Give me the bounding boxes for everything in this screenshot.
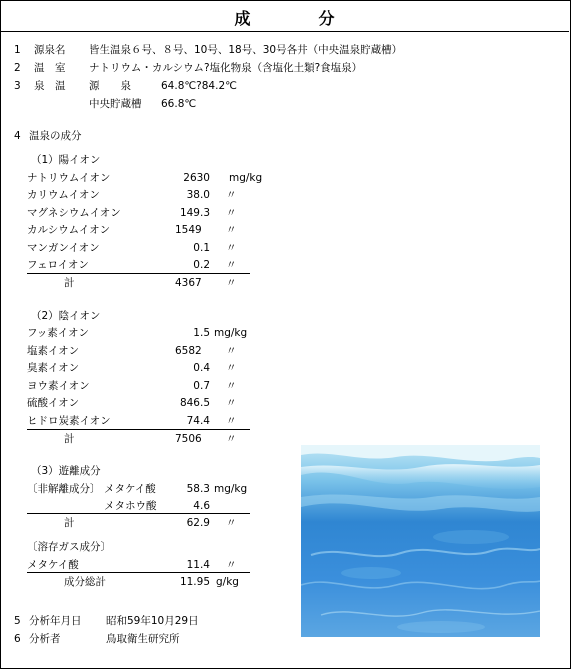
cation-name: ナトリウムイオン <box>27 172 111 184</box>
free-name: メタホウ酸 <box>104 500 157 512</box>
cation-total-value: 4367 <box>175 277 202 289</box>
item-label-type: 温 室 <box>34 62 66 74</box>
anion-value: 74.4 <box>186 415 210 427</box>
analysis-date-value: 昭和59年10月29日 <box>106 615 199 627</box>
anion-name: 塩素イオン <box>27 345 80 357</box>
cation-value: 1549 <box>175 224 202 236</box>
cation-unit: 〃 <box>226 189 237 201</box>
free-total-rule <box>27 513 250 514</box>
free-value: 58.3 <box>186 483 210 495</box>
cation-heading: （1）陽イオン <box>31 154 101 166</box>
analysis-date-label: 分析年月日 <box>29 615 82 627</box>
item-number: 6 <box>14 633 21 645</box>
cation-name: マンガンイオン <box>27 242 100 254</box>
tank-temp-value: 66.8℃ <box>161 98 197 110</box>
cation-name: カルシウムイオン <box>27 224 111 236</box>
cation-total-unit: 〃 <box>226 277 237 289</box>
cation-value: 38.0 <box>186 189 210 201</box>
title-bar <box>0 0 569 32</box>
anion-name: 臭素イオン <box>27 362 80 374</box>
cation-name: カリウムイオン <box>27 189 100 201</box>
tank-temp-label: 中央貯蔵槽 <box>89 98 142 110</box>
anion-heading: （2）陰イオン <box>31 310 101 322</box>
anion-name: ヒドロ炭素イオン <box>27 415 111 427</box>
cation-unit: mg/kg <box>229 172 263 184</box>
anion-name: フッ素イオン <box>27 327 89 339</box>
item-value-source-name: 皆生温泉６号、８号、10号、18号、30号各井（中央温泉貯蔵槽） <box>89 44 403 56</box>
cation-total-rule <box>27 273 250 274</box>
item-label-temperature: 泉 温 <box>34 80 66 92</box>
free-name: メタケイ酸 <box>104 483 156 495</box>
anion-name: ヨウ素イオン <box>27 380 90 392</box>
free-total-value: 62.9 <box>186 517 210 529</box>
source-temp-label: 源 泉 <box>89 80 131 92</box>
anion-total-label: 計 <box>64 433 75 445</box>
grand-total-rule <box>27 572 250 573</box>
section-title: 温泉の成分 <box>29 130 82 142</box>
cation-value: 2630 <box>183 172 210 184</box>
free-heading: （3）遊離成分 <box>31 465 101 477</box>
dissolved-gas-label: 〔溶存ガス成分〕 <box>27 541 111 553</box>
anion-name: 硫酸イオン <box>27 397 80 409</box>
water-surface-image <box>301 445 540 637</box>
anion-unit: 〃 <box>226 362 237 374</box>
free-total-unit: 〃 <box>226 517 237 529</box>
anion-value: 0.4 <box>193 362 210 374</box>
gas-unit: 〃 <box>226 559 237 571</box>
gas-value: 11.4 <box>186 559 210 571</box>
anion-value: 0.7 <box>193 380 210 392</box>
anion-total-value: 7506 <box>175 433 202 445</box>
item-number: 5 <box>14 615 21 627</box>
cation-value: 0.1 <box>193 242 210 254</box>
cation-value: 0.2 <box>193 259 210 271</box>
gas-name: メタケイ酸 <box>27 559 79 571</box>
anion-unit: 〃 <box>226 345 237 357</box>
cation-unit: 〃 <box>226 259 237 271</box>
anion-unit: mg/kg <box>214 327 248 339</box>
item-number: 3 <box>14 80 21 92</box>
item-number: 2 <box>14 62 21 74</box>
item-label-source-name: 源泉名 <box>34 44 66 56</box>
item-number: 1 <box>14 44 21 56</box>
cation-name: フェロイオン <box>27 259 89 271</box>
free-unit: mg/kg <box>214 483 248 495</box>
item-value-type: ナトリウム・カルシウム?塩化物泉（含塩化土類?食塩泉） <box>89 62 363 74</box>
anion-value: 6582 <box>175 345 202 357</box>
page-title: 成 分 <box>234 9 361 28</box>
free-value: 4.6 <box>193 500 210 512</box>
anion-value: 846.5 <box>179 397 210 409</box>
cation-value: 149.3 <box>179 207 210 219</box>
anion-total-unit: 〃 <box>226 433 237 445</box>
anion-total-rule <box>27 429 250 430</box>
analyst-value: 鳥取衛生研究所 <box>106 633 180 645</box>
cation-unit: 〃 <box>226 207 237 219</box>
nondissociated-label: 〔非解離成分〕 <box>27 483 101 495</box>
anion-unit: 〃 <box>226 397 237 409</box>
grand-total-unit: g/kg <box>216 576 239 588</box>
cation-name: マグネシウムイオン <box>27 207 121 219</box>
anion-value: 1.5 <box>193 327 210 339</box>
anion-unit: 〃 <box>226 415 237 427</box>
source-temp-value: 64.8℃?84.2℃ <box>161 80 237 92</box>
grand-total-label: 成分総計 <box>64 576 106 588</box>
section-number: 4 <box>14 130 21 142</box>
cation-unit: 〃 <box>226 242 237 254</box>
free-total-label: 計 <box>64 517 75 529</box>
cation-total-label: 計 <box>64 277 75 289</box>
anion-unit: 〃 <box>226 380 237 392</box>
analyst-label: 分析者 <box>29 633 61 645</box>
cation-unit: 〃 <box>226 224 237 236</box>
grand-total-value: 11.95 <box>179 576 210 588</box>
